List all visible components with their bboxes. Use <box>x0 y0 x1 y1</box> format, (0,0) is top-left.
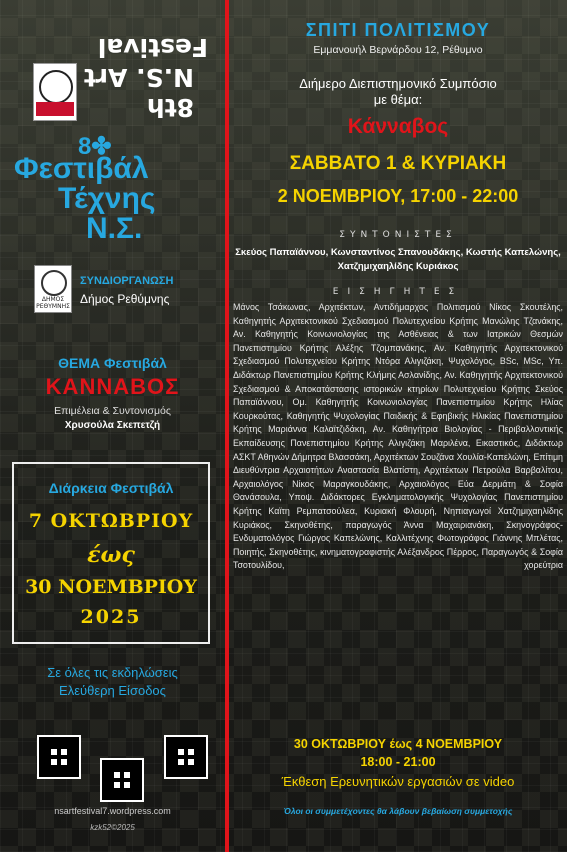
qr-code-2[interactable] <box>100 758 144 802</box>
header-festival: Festival <box>97 33 208 62</box>
free-entry-line2: Ελεύθερη Είσοδος <box>59 683 166 698</box>
symposium-datetime: 2 ΝΟΕΜΒΡΙΟΥ, 17:00 - 22:00 <box>277 186 519 206</box>
speakers-label: ΕΙΣΗΓΗΤΕΣ <box>332 287 464 297</box>
festival-logo <box>33 63 77 121</box>
duration-to: 30 ΝΟΕΜΒΡΙΟΥ <box>25 576 197 598</box>
exhibition-dates: 30 ΟΚΤΩΒΡΙΟΥ έως 4 ΝΟΕΜΒΡΙΟΥ <box>293 737 503 751</box>
symposium-theme: Κάνναβος <box>347 115 449 138</box>
theme-label: ΘΕΜΑ Φεστιβάλ <box>58 355 167 371</box>
symposium-days: ΣΑΒΒΑΤΟ 1 & ΚΥΡΙΑΚΗ <box>289 153 507 174</box>
credit: kzk52©2025 <box>90 823 135 832</box>
curation-label: Επιμέλεια & Συντονισμός <box>54 405 171 417</box>
duration-box <box>12 462 210 644</box>
venue-address: Εμμανουήλ Βερνάρδου 12, Ρέθυμνο <box>313 44 483 56</box>
festival-title-2: Τέχνης <box>58 182 156 215</box>
co-organizer-label: ΣΥΝΔΙΟΡΓΑΝΩΣΗ <box>80 275 174 287</box>
exhibition-time: 18:00 - 21:00 <box>360 755 436 769</box>
speakers-text: Μάνος Τσάκωνας, Αρχιτέκτων, Αντιδήμαρχος Πολιτισμού Νίκος Σκουτέλης, Καθηγητής Αρχιτεκτονικού Σχεδιασμού Πολυτεχνείου Κρήτης Μανώλης Τζανάκης, Αν. Καθηγητής Κοινωνιολογίας της Ασθένειας & των Ιατρικών Θεσμών Πανεπιστημίου Κρήτης Αλέξης Τζομπανάκης, Αν. Καθηγητής Αρχιτεκτονικού Σχεδιασμού Πολυτεχνείου Κρήτης Ντόρα Αλιγιζάκη, Ψυχολόγος, BSc, MSc, Υπ. Διδάκτωρ Πανεπιστημίου Κρήτης Κλήμης Ασλανίδης, Αν. Καθηγητής Αρχιτεκτονικού Σχεδιασμού & Αποκατάστασης ιστορικών κτηρίων Πολυτεχνείου Κρήτης Σκεύος Παπαϊάννου, Ομ. Καθηγητής Κοινωνιολογίας Πανεπιστημίου Κρήτης Ηλίας Κουρκούτας, Καθηγητής Ψυχολογίας Παιδικής & Εφηβικής Ηλικίας Πανεπιστημίου Κρήτης Μαριάννα Καλαϊτζιδάκη, Αν. Καθηγήτρια Βιολογίας - Περιβαλλοντικής Εκπαίδευσης Πανεπιστημίου Κρήτης Αλιγιζάκη Μαριλένα, Εικαστικός, Διδάκτωρ ΑΣΚΤ Αθηνών Δήμητρα Βλασσάκη, Αρχιτέκτων Σουζάνα Χουλία-Καπελώνη, Επίτιμη Διευθύντρια Αρχαιοτήτων Αναστασία Βλατίστη, Αρχιτέκτων Πετρούλα Βαρβαλίτου, Αρχαιολόγος Νίκος Μαραγκουδάκης, Αρχαιολόγος Εύα Δερμάτη & Σοφία Θανάσουλα, Υποψ. Διδάκτορες Εγκληματολογικής Ψυχολογίας Πανεπιστημίου Κρήτης Καϊτη Ρεμπατσούλεα, Κυριακή Φλουρή, Νηπιαγωγοί Χατζημιχαηλίδης Κυριάκος, Σκηνοθέτης, παραγωγός Άννα Μαχαιριανάκη, Σκηνογράφος-Ενδυματολόγος Γιώργος Καπελώνης, Καλλιτέχνης Φωτογράφος Γιάννης Μπλέτας, Ποιητής, Σκηνοθέτης, κινηματογραφιστής Αλέξανδρος Πέρρος, Παραγωγός & Σοφία Τσοτουλίδου, χορεύτρια <box>233 302 563 571</box>
coordinators-list: Σκεύος Παπαϊάννου, Κωνσταντίνος Σπανουδάκης, Κωστής Καπελώνης, Χατζημιχαηλίδης Κυριάκος <box>235 247 561 272</box>
coordinators-label: ΣΥΝΤΟΝΙΣΤΕΣ <box>339 230 457 240</box>
duration-from: 7 ΟΚΤΩΒΡΙΟΥ <box>28 510 194 532</box>
symposium-line1: Διήμερο Διεπιστημονικό Συμπόσιο <box>299 76 497 91</box>
festival-title-1: Φεστιβάλ <box>14 152 149 185</box>
free-entry-line1: Σε όλες τις εκδηλώσεις <box>47 665 178 680</box>
qr-code-3[interactable] <box>164 735 208 779</box>
duration-to-word: έως <box>87 542 135 568</box>
venue-name: ΣΠΙΤΙ ΠΟΛΙΤΙΣΜΟΥ <box>305 20 491 40</box>
municipality-logo-text: ΔΗΜΟΣ ΡΕΘΥΜΝΗΣ <box>36 296 70 310</box>
festival-title-3: Ν.Σ. <box>86 212 143 245</box>
festival-number: 8✤ <box>78 133 112 160</box>
exhibition-title: Έκθεση Ερευνητικών εργασιών σε video <box>281 774 515 789</box>
website-link[interactable]: nsartfestival7.wordpress.com <box>54 806 171 816</box>
speakers-list <box>233 301 563 573</box>
municipality-logo <box>34 265 72 313</box>
duration-label: Διάρκεια Φεστιβάλ <box>48 480 174 496</box>
left-column <box>0 0 225 852</box>
duration-year: 2025 <box>80 606 142 628</box>
qr-code-1[interactable] <box>37 735 81 779</box>
header-edition: 8th <box>146 93 194 122</box>
header-art: N.S. Art <box>83 63 194 92</box>
right-column <box>229 0 567 852</box>
municipality-name: Δήμος Ρεθύμνης <box>80 292 170 306</box>
certificate-note: Όλοι οι συμμετέχοντες θα λάβουν βεβαίωση συμμετοχής <box>283 806 513 816</box>
curator-name: Χρυσούλα Σκεπετζή <box>64 420 161 431</box>
symposium-line2: με θέμα: <box>373 92 423 107</box>
emblem-icon <box>41 270 67 296</box>
logo-banner <box>36 102 74 116</box>
face-icon <box>39 70 73 104</box>
theme-title: ΚΑΝΝΑΒΟΣ <box>45 374 180 399</box>
